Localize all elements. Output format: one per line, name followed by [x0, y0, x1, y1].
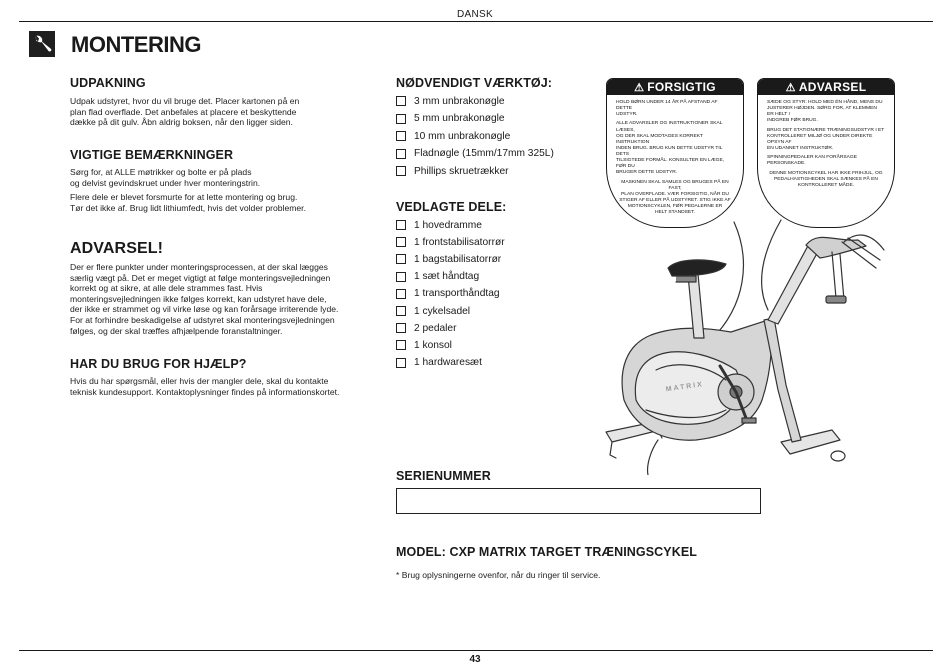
- parts-section: [396, 200, 596, 378]
- help-text: [70, 376, 380, 397]
- model-note: * Brug oplysningerne ovenfor, når du ringer til service.: [396, 570, 601, 580]
- text-line: plan flad overflade. Det anbefales at placere et beskyttende: [70, 106, 297, 117]
- caution-title: FORSIGTIG: [647, 80, 716, 94]
- item-label: 1 hovedramme: [414, 219, 482, 231]
- page-title: MONTERING: [71, 32, 201, 57]
- item-label: 10 mm unbrakonøgle: [414, 130, 511, 142]
- warning-card-header: [758, 79, 894, 95]
- text-line: BRUG DET STATIONÆRE TRÆNINGSUDSTYR I ET: [767, 127, 885, 133]
- item-label: 2 pedaler: [414, 322, 457, 334]
- caution-card: [606, 78, 744, 228]
- item-label: 1 konsol: [414, 339, 452, 351]
- warning-heading: ADVARSEL!: [70, 240, 164, 257]
- item-label: 1 cykelsadel: [414, 305, 471, 317]
- help-heading: HAR DU BRUG FOR HJÆLP?: [70, 357, 247, 371]
- caution-header: [607, 79, 743, 95]
- item-label: 1 transporthåndtag: [414, 288, 500, 300]
- text-line: monteringsvejledningen ikke følges korrekt, kan udstyret have dele,: [70, 293, 327, 304]
- text-line: MASKINEN SKAL SAMLES OG BRUGES PÅ EN FAST,: [621, 179, 729, 191]
- item-label: Phillips skruetrækker: [414, 165, 509, 177]
- text-line: SÆDE OG STYR: HOLD MED ÉN HÅND, MENS DU: [767, 100, 883, 105]
- caution-body: [607, 95, 743, 216]
- list-item: [396, 94, 505, 108]
- text-line: INDGREB FØR BRUG.: [767, 118, 818, 124]
- text-line: MOTIONSCYKLEN, FØR PEDALERNE ER: [627, 203, 723, 209]
- serial-number-field[interactable]: [396, 488, 761, 514]
- checkbox[interactable]: [396, 358, 406, 368]
- top-divider: [19, 21, 933, 22]
- text-line: der ikke er strammet og vil virke løse og kan forårsage irriterende lyde.: [70, 304, 339, 315]
- list-item: [396, 338, 452, 352]
- text-line: PEDALHASTIGHEDEN SKAL SÆNKES PÅ EN: [774, 176, 878, 182]
- checkbox[interactable]: [396, 340, 406, 350]
- list-item: [396, 270, 479, 284]
- list-item: [396, 235, 505, 249]
- warning-text: [70, 262, 380, 336]
- caution-text: [616, 180, 734, 217]
- warning-card-text: [767, 171, 885, 189]
- warning-card: [757, 78, 895, 228]
- text-line: korrekt og at sikre, at alle dele strammes fast. Hvis: [70, 283, 263, 294]
- text-line: EN UDANNET INSTRUKTØR.: [767, 145, 834, 151]
- warning-triangle-icon: ⚠: [785, 81, 796, 94]
- text-line: PLAN OVERFLADE. VÆR FORSIGTIG, NÅR DU: [621, 191, 729, 197]
- caution-text: [616, 121, 734, 176]
- text-line: UDSTYR.: [616, 112, 638, 118]
- text-line: BRUGER DETTE UDSTYR.: [616, 170, 678, 176]
- text-line: KONTROLLERET MÅDE.: [797, 182, 855, 188]
- text-line: HELT STANDSET.: [655, 209, 695, 215]
- list-item: [396, 304, 470, 318]
- text-line: HOLD BØRN UNDER 14 ÅR PÅ AFSTAND AF DETTE: [616, 100, 718, 112]
- text-line: Sørg for, at ALLE møtrikker og bolte er på plads: [70, 167, 252, 177]
- item-label: 3 mm unbrakonøgle: [414, 95, 505, 107]
- text-line: Hvis du har spørgsmål, eller hvis der mangler dele, skal du kontakte: [70, 376, 329, 386]
- text-line: Tør det ikke af. Brug lidt lithiumfedt, hvis det volder problemer.: [70, 202, 306, 213]
- text-line: SPINNINGPEDALER KAN FORÅRSAGE PERSONSKADE.: [767, 155, 857, 167]
- warning-card-text: [767, 155, 885, 167]
- checkbox[interactable]: [396, 96, 406, 106]
- checkbox[interactable]: [396, 131, 406, 141]
- item-label: 1 bagstabilisatorrør: [414, 253, 502, 265]
- tools-list: [396, 94, 596, 184]
- checkbox[interactable]: [396, 289, 406, 299]
- checkbox[interactable]: [396, 114, 406, 124]
- language-label: DANSK: [457, 9, 493, 20]
- unpacking-text: [70, 96, 380, 128]
- parts-heading: VEDLAGTE DELE:: [396, 200, 507, 214]
- text-line: INDEN BRUG. BRUG KUN DETTE UDSTYR TIL DETS: [616, 145, 723, 157]
- warning-card-text: [767, 128, 885, 152]
- list-item: [396, 112, 505, 126]
- notes-heading: VIGTIGE BEMÆRKNINGER: [70, 148, 234, 162]
- bottom-divider: [19, 650, 933, 651]
- text-line: dække på dit gulv. Åbn aldrig boksen, når den ligger siden.: [70, 117, 293, 128]
- wrench-icon: [29, 31, 55, 57]
- bike-brand-text: MATRIX: [665, 381, 705, 394]
- text-line: og delvist gevindskruet under hver monteringstrin.: [70, 177, 261, 188]
- text-line: særlig vægt på. Det er meget vigtigt at følge monteringsvejledningen: [70, 272, 331, 283]
- text-line: teknisk kundesupport. Kontaktoplysninger findes på informationskortet.: [70, 386, 340, 397]
- notes-text-1: [70, 167, 380, 188]
- caution-text: [616, 100, 734, 118]
- checkbox[interactable]: [396, 306, 406, 316]
- list-item: [396, 321, 456, 335]
- text-line: JUSTERER HØJDEN. SØRG FOR, AT KLEMMEN ER HELT I: [767, 106, 877, 118]
- item-label: 5 mm unbrakonøgle: [414, 113, 505, 124]
- warning-triangle-icon: ⚠: [634, 81, 645, 94]
- tools-section: [396, 76, 596, 184]
- list-item: [396, 252, 501, 266]
- checkbox[interactable]: [396, 149, 406, 159]
- warning-section: [70, 240, 380, 336]
- text-line: følges, og der skal træffes afhjælpende foranstaltninger.: [70, 325, 283, 336]
- tools-heading: NØDVENDIGT VÆRKTØJ:: [396, 76, 553, 90]
- list-item: [396, 164, 509, 178]
- warning-card-text: [767, 100, 885, 124]
- list-item: [396, 147, 554, 161]
- warning-card-body: [758, 95, 894, 189]
- text-line: KONTROLLERET MILJØ OG UNDER DIREKTE OPSYN AF: [767, 133, 873, 145]
- checkbox[interactable]: [396, 254, 406, 264]
- checkbox[interactable]: [396, 272, 406, 282]
- text-line: ALLE ADVARSLER OG INSTRUKTIONER SKAL LÆSES,: [616, 121, 723, 133]
- item-label: 1 frontstabilisatorrør: [414, 236, 505, 248]
- page-number: 43: [469, 654, 481, 665]
- text-line: STIGER AF ELLER PÅ UDSTYRET. STIG IKKE AF: [619, 197, 731, 203]
- warning-card-title: ADVARSEL: [798, 80, 867, 94]
- notes-section: [70, 148, 380, 213]
- text-line: TILSIGTEDE FORMÅL. KONSULTER EN LÆGE, FØR DU: [616, 158, 725, 170]
- text-line: Udpak udstyret, hvor du vil bruge det. Placer kartonen på en: [70, 96, 300, 106]
- list-item: [396, 287, 500, 301]
- list-item: [396, 129, 510, 143]
- checkbox[interactable]: [396, 237, 406, 247]
- model-heading: MODEL: CXP MATRIX TARGET TRÆNINGSCYKEL: [396, 545, 698, 559]
- checkbox[interactable]: [396, 323, 406, 333]
- text-line: DENNE MOTIONSCYKEL HAR IKKE FRIHJUL, OG: [769, 170, 883, 176]
- item-label: 1 hardwaresæt: [414, 357, 482, 369]
- checkbox[interactable]: [396, 166, 406, 176]
- notes-text-2: [70, 192, 380, 213]
- text-line: Flere dele er blevet forsmurte for at lette montering og brug.: [70, 192, 298, 203]
- text-line: OG DER SKAL MODTAGES KORREKT INSTRUKTION: [616, 133, 703, 145]
- item-label: 1 sæt håndtag: [414, 271, 480, 283]
- list-item: [396, 356, 482, 370]
- serial-heading: SERIENUMMER: [396, 469, 491, 483]
- unpacking-heading: UDPAKNING: [70, 76, 146, 90]
- list-item: [396, 218, 482, 232]
- checkbox[interactable]: [396, 220, 406, 230]
- item-label: Fladnøgle (15mm/17mm 325L): [414, 148, 554, 159]
- text-line: For at forhindre beskadigelse af udstyret skal monteringsvejledningen: [70, 314, 335, 325]
- text-line: Der er flere punkter under monteringsprocessen, at der skal lægges: [70, 262, 328, 272]
- left-column: [70, 76, 380, 128]
- help-section: [70, 357, 380, 397]
- parts-list: [396, 218, 596, 378]
